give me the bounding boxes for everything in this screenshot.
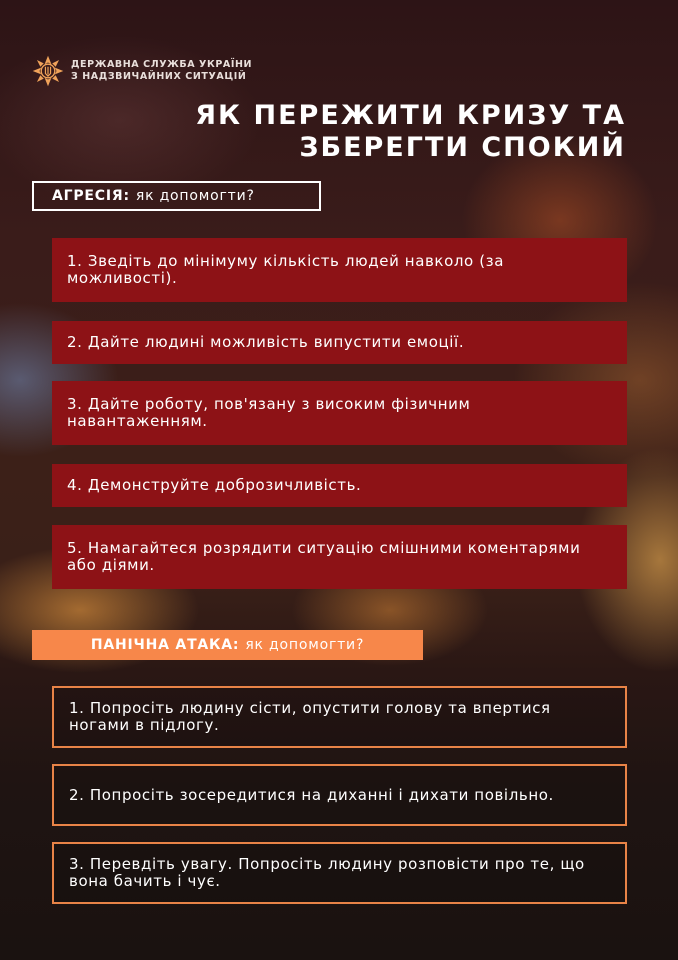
organization-logo <box>31 54 252 88</box>
organization-name-line2: З НАДЗВИЧАЙНИХ СИТУАЦІЙ <box>71 71 247 82</box>
aggression-tip-2: 2. Дайте людині можливість випустити емоції. <box>52 321 627 364</box>
page-title-line1: ЯК ПЕРЕЖИТИ КРИЗУ ТА <box>195 100 626 131</box>
aggression-label-rest: як допомогти? <box>135 188 255 204</box>
aggression-label-strong: АГРЕСІЯ: <box>52 188 130 204</box>
aggression-tip-1: 1. Зведіть до мінімуму кількість людей навколо (за можливості). <box>52 238 627 302</box>
organization-name-line1: ДЕРЖАВНА СЛУЖБА УКРАЇНИ <box>71 59 253 70</box>
organization-name <box>71 59 252 83</box>
aggression-tip-3: 3. Дайте роботу, пов'язану з високим фізичним навантаженням. <box>52 381 627 445</box>
page-title-line2: ЗБЕРЕГТИ СПОКИЙ <box>299 132 626 163</box>
emblem-icon <box>31 54 65 88</box>
aggression-tip-4: 4. Демонструйте доброзичливість. <box>52 464 627 507</box>
aggression-section-label <box>32 181 321 211</box>
panic-tip-2: 2. Попросіть зосередитися на диханні і дихати повільно. <box>52 764 627 826</box>
panic-tip-1: 1. Попросіть людину сісти, опустити голову та впертися ногами в підлогу. <box>52 686 627 748</box>
panic-tip-3: 3. Перевдіть увагу. Попросіть людину розповісти про те, що вона бачить і чує. <box>52 842 627 904</box>
aggression-tip-5: 5. Намагайтеся розрядити ситуацію смішними коментарями або діями. <box>52 525 627 589</box>
panic-section-label <box>32 630 423 660</box>
page-title <box>195 100 626 164</box>
panic-label-rest: як допомогти? <box>245 637 365 653</box>
panic-label-strong: ПАНІЧНА АТАКА: <box>90 637 240 653</box>
